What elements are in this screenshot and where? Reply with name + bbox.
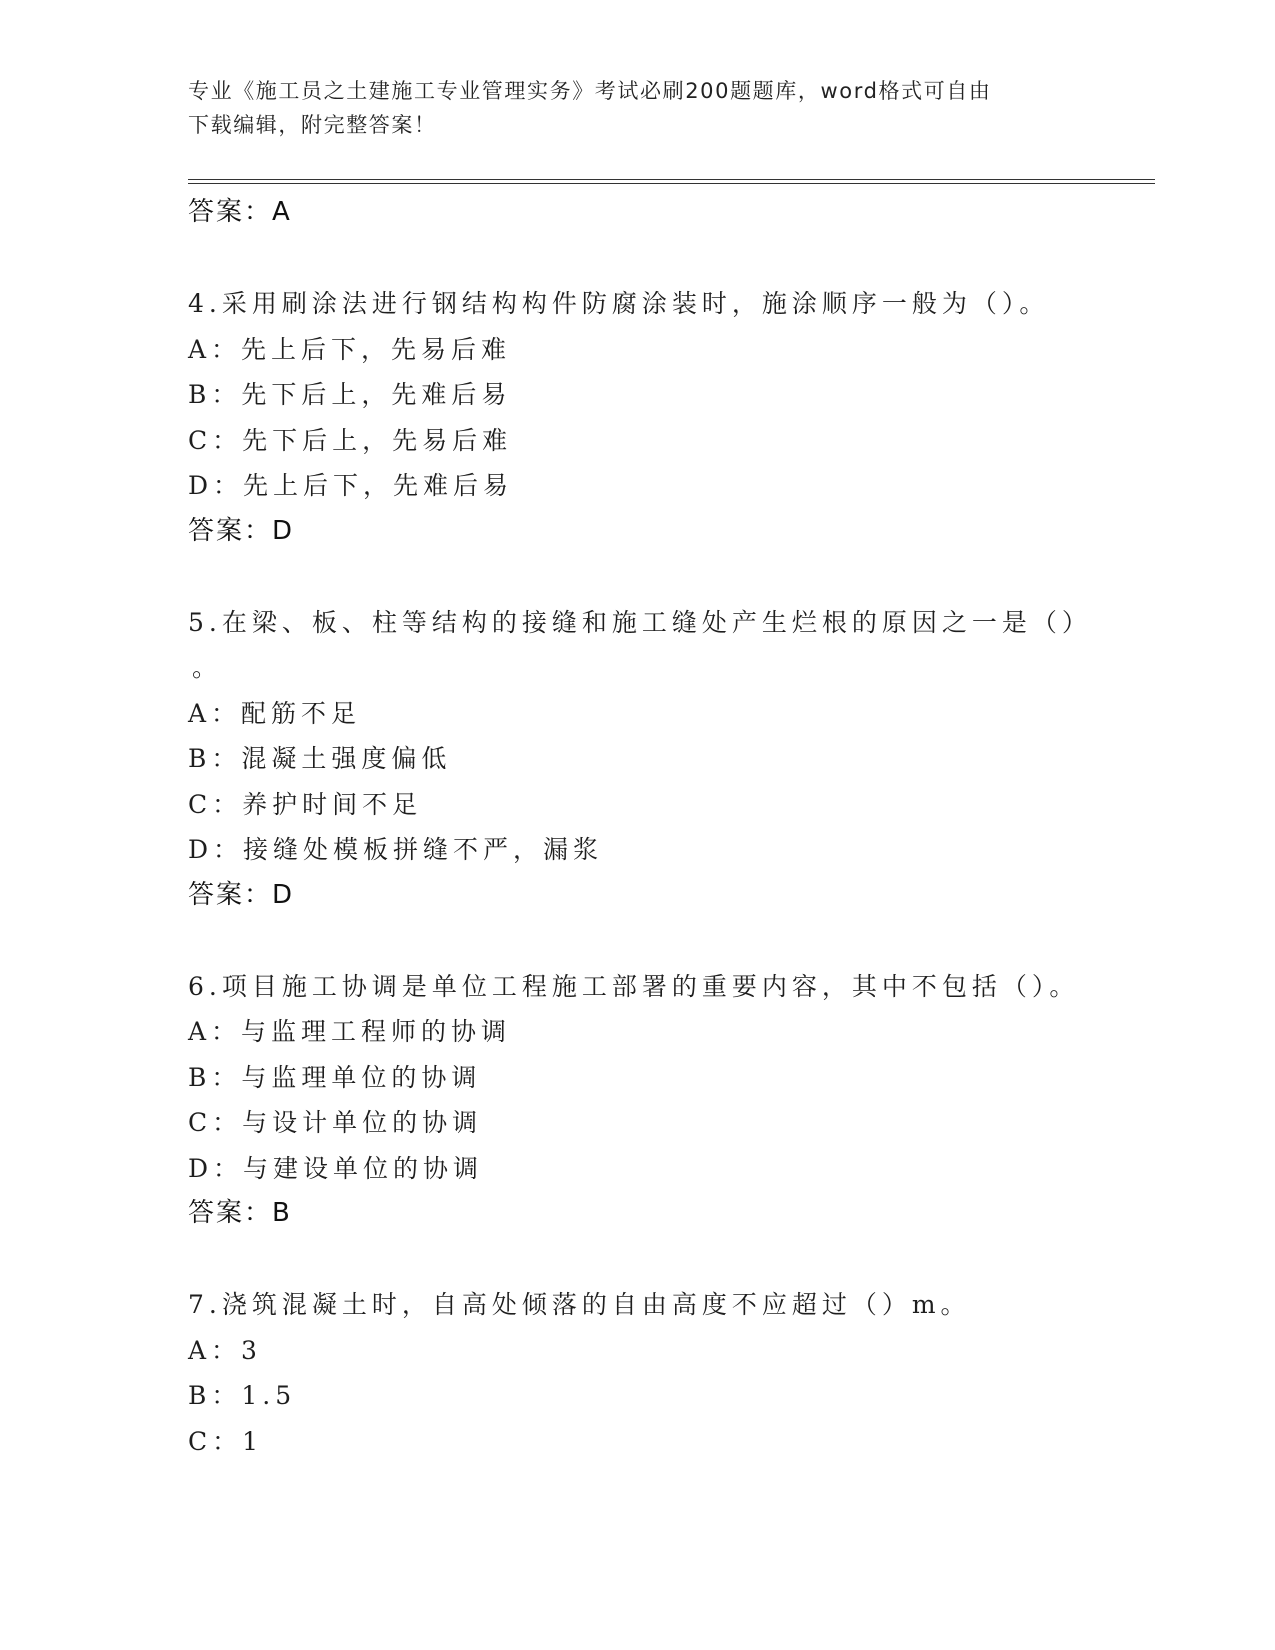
- option-b: B：混凝土强度偏低: [188, 744, 452, 773]
- answer-line: 答案：D: [188, 515, 295, 546]
- option-b: B：先下后上，先难后易: [188, 380, 512, 409]
- spacer: [188, 918, 1148, 964]
- question-list: [188, 190, 1148, 1464]
- question-block: [188, 1282, 1148, 1464]
- question-stem-continuation: 。: [192, 653, 223, 682]
- option-a: A：配筋不足: [188, 698, 362, 728]
- option-c: C：1: [188, 1426, 264, 1456]
- option-a: A：与监理工程师的协调: [188, 1017, 512, 1046]
- header-line-1: 专业《施工员之土建施工专业管理实务》考试必刷200题题库，word格式可自由: [188, 79, 992, 103]
- question-block: [188, 964, 1148, 1237]
- answer-line: 答案：B: [188, 1198, 292, 1228]
- option-d: D：与建设单位的协调: [188, 1153, 484, 1183]
- question-stem: 4.采用刷涂法进行钢结构构件防腐涂装时，施涂顺序一般为（）。: [188, 289, 1050, 318]
- option-d: D：接缝处模板拼缝不严，漏浆: [188, 835, 604, 864]
- answer-line: 答案：A: [188, 197, 292, 227]
- option-c: C：先下后上，先易后难: [188, 425, 513, 455]
- spacer: [188, 554, 1148, 600]
- question-block: [188, 600, 1148, 919]
- header-divider-bottom: [188, 183, 1155, 184]
- option-c: C：养护时间不足: [188, 789, 423, 819]
- question-stem: 6.项目施工协调是单位工程施工部署的重要内容，其中不包括（）。: [188, 971, 1080, 1001]
- option-d: D：先上后下，先难后易: [188, 471, 514, 500]
- header-divider-top: [188, 179, 1155, 180]
- question-block: [188, 281, 1148, 554]
- option-b: B：1.5: [188, 1381, 297, 1410]
- document-header: [188, 74, 1088, 142]
- spacer: [188, 236, 1148, 282]
- header-line-2: 下载编辑，附完整答案！: [188, 113, 437, 137]
- option-a: A：先上后下，先易后难: [188, 334, 512, 364]
- option-c: C：与设计单位的协调: [188, 1108, 483, 1137]
- question-stem: 7.浇筑混凝土时，自高处倾落的自由高度不应超过（）m。: [188, 1290, 971, 1319]
- answer-line: 答案：D: [188, 879, 295, 910]
- option-b: B：与监理单位的协调: [188, 1062, 482, 1092]
- option-a: A：3: [188, 1335, 262, 1365]
- question-stem: 5.在梁、板、柱等结构的接缝和施工缝处产生烂根的原因之一是（）: [188, 607, 1092, 637]
- spacer: [188, 1237, 1148, 1283]
